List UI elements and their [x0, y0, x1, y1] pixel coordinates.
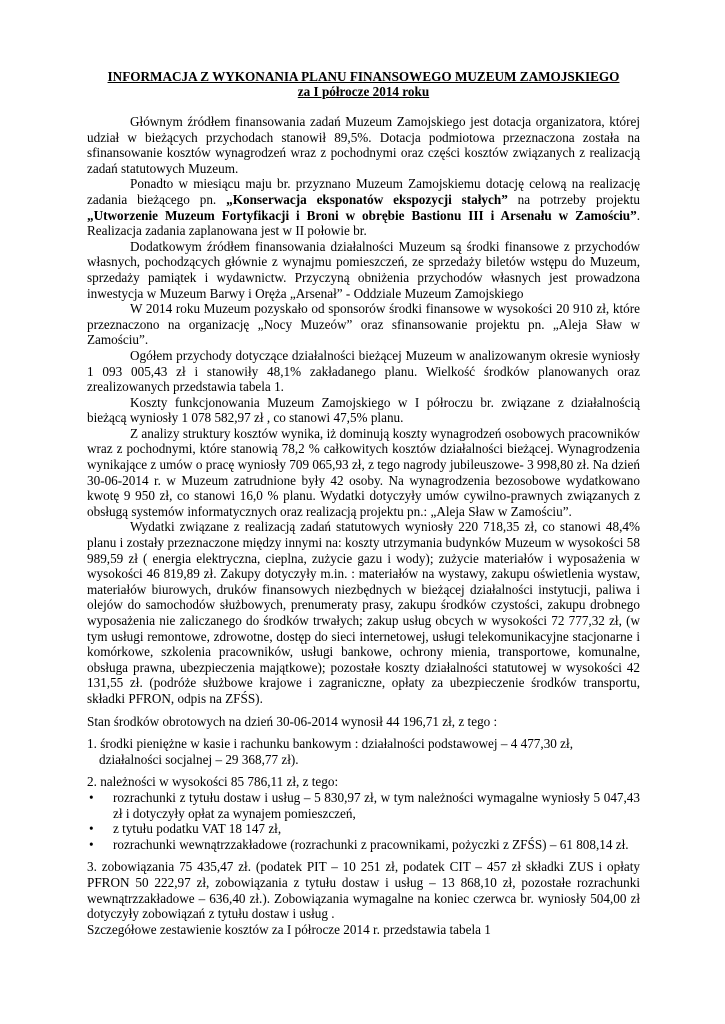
- grant-text-e: . Realizacja zadania zaplanowana jest w II połowie br.: [87, 207, 640, 239]
- document-title: [87, 70, 640, 99]
- paragraph-current-assets: Stan środków obrotowych na dzień 30-06-2014 wynosił 44 196,71 zł, z tego :: [87, 713, 498, 729]
- bullet-internal-settlements: [87, 837, 640, 853]
- paragraph-total-revenue: Ogółem przychody dotyczące działalności bieżącej Muzeum w analizowanym okresie wyniosły 1 093 005,43 zł i stanowiły 48,1% zakładanego planu. Wielkość środków planowanych oraz zrealizowanych przedstawia tabela 1.: [87, 347, 640, 395]
- paragraph-statutory-expenses: Wydatki związane z realizacją zadań statutowych wyniosły 220 718,35 zł, co stanowi 48,4% planu i zostały przeznaczone między innymi na: koszty utrzymania budynków Muzeum w wysokości 58 989,59 zł ( energia elektryczna, cieplna, zużycie gazu i wody); zużycie materiałów i wyposażenia w wysokości 46 819,89 zł. Zakupy dotyczyły m.in. : materiałów na wystawy, zakupu oświetlenia wystaw, materiałów biurowych, druków finansowych niezbędnych w bieżącej działalności instytucji, paliwa i olejów do samochodów służbowych, prenumeraty prasy, zakupu środków czystości, zakupu drobnego wyposażenia nie zaliczanego do środków trwałych; zakup usług obcych w wysokości 72 777,32 zł, (w tym usługi remontowe, zdrowotne, dostęp do sieci internetowej, usługi telekomunikacyjne stacjonarne i komórkowe, szkolenia pracowników, usługi bankowe, ochrony mienia, transportowe, komunalne, obsługa prawna, ubezpieczenia majątkowe); pozostałe koszty działalności statutowej w wysokości 42 131,55 zł. (podróże służbowe krajowe i zagraniczne, opłaty za ubezpieczenie środków transportu, składki PFRON, odpis na ZFŚS).: [87, 519, 640, 706]
- bullet-trade-receivables: [87, 790, 640, 821]
- paragraph-operating-costs: Koszty funkcjonowania Muzeum Zamojskiego w I półroczu br. związane z działalnością bieżącą wyniosły 1 078 582,97 zł , co stanowi 47,5% planu.: [87, 394, 640, 426]
- bullet-icon: •: [89, 789, 94, 805]
- grant-project-name: „Utworzenie Muzeum Fortyfikacji i Broni w obrębie Bastionu III i Arsenału w Zamościu”: [87, 207, 637, 223]
- bullet-icon: •: [89, 836, 94, 852]
- grant-text-c: na potrzeby projektu: [507, 191, 640, 207]
- item-receivables: 2. należności w wysokości 85 786,11 zł, z tego:: [87, 774, 339, 790]
- item-liabilities: 3. zobowiązania 75 435,47 zł. (podatek PIT – 10 251 zł, podatek CIT – 457 zł składki ZUS i opłaty PFRON 50 222,97 zł, zobowiązania z tytułu dostaw i usług – 13 868,10 zł, pozostałe rozrachunki wewnątrzzakładowe – 636,40 zł.). Zobowiązania wymagalne na koniec czerwca br. wyniosły 504,00 zł dotyczyły zobowiązań z tytułu dostaw i usług .: [87, 859, 640, 922]
- paragraph-funding: Głównym źródłem finansowania zadań Muzeum Zamojskiego jest dotacja organizatora, której udział w bieżących przychodach stanowił 89,5%. Dotacja podmiotowa przeznaczona została na sfinansowanie kosztów wynagrodzeń wraz z pochodnymi oraz części kosztów związanych z realizacją zadań statutowych Muzeum.: [87, 114, 640, 176]
- title-line-1: INFORMACJA Z WYKONANIA PLANU FINANSOWEGO MUZEUM ZAMOJSKIEGO: [107, 69, 620, 84]
- paragraph-sponsors: W 2014 roku Muzeum pozyskało od sponsorów środki finansowe w wysokości 20 910 zł, które przeznaczono na organizację „Nocy Muzeów” oraz sfinansowanie projektu pn. „Aleja Sław w Zamościu”.: [87, 301, 640, 348]
- paragraph-cost-structure: Z analizy struktury kosztów wynika, iż dominują koszty wynagrodzeń osobowych pracowników wraz z pochodnymi, które stanowią 78,2 % całkowitych kosztów działalności bieżącej. Wynagrodzenia wynikające z umów o pracę wyniosły 709 065,93 zł, z tego nagrody jubileuszowe- 3 998,80 zł. Na dzień 30-06-2014 r. w Muzeum zatrudnione były 42 osoby. Na wynagrodzenia bezosobowe wydatkowano kwotę 9 950 zł, co stanowi 16,0 % planu. Wydatki dotyczyły umów cywilno-prawnych związanych z obsługą systemów informatycznych oraz realizacją projektu pn.: „Aleja Sław w Zamościu”.: [87, 425, 640, 519]
- bullet-text: rozrachunki z tytułu dostaw i usług – 5 830,97 zł, w tym należności wymagalne wyniosły 5 047,43 zł i dotyczyły opłat za wynajem pomieszczeń,: [113, 789, 640, 821]
- item-cash-line-1: 1. środki pieniężne w kasie i rachunku bankowym : działalności podstawowej – 4 477,30 zł,: [87, 736, 573, 752]
- bullet-vat: [87, 821, 640, 837]
- bullet-text: rozrachunki wewnątrzzakładowe (rozrachunki z pracownikami, pożyczki z ZFŚS) – 61 808,14 zł.: [113, 836, 629, 852]
- paragraph-closing: Szczegółowe zestawienie kosztów za I półrocze 2014 r. przedstawia tabela 1: [87, 921, 491, 937]
- grant-text-a: Ponadto w miesiącu maju br. przyznano Muzeum Zamojskiemu dotację celową na realizację zadania bieżącego pn.: [87, 176, 640, 207]
- paragraph-own-revenue: Dodatkowym źródłem finansowania działalności Muzeum są środki finansowe z przychodów własnych, pochodzących głównie z wynajmu pomieszczeń, ze sprzedaży biletów wstępu do Muzeum, sprzedaży pamiątek i wydawnictw. Przyczyną obniżenia przychodów własnych jest prowadzona inwestycja w Muzeum Barwy i Oręża „Arsenał” - Oddziale Muzeum Zamojskiego: [87, 238, 640, 301]
- document-body: [87, 114, 640, 937]
- grant-task-name: „Konserwacja eksponatów ekspozycji stałych”: [226, 191, 508, 207]
- title-line-2: za I półrocze 2014 roku: [297, 83, 430, 99]
- bullet-text: z tytułu podatku VAT 18 147 zł,: [113, 821, 282, 837]
- item-cash-line-2: działalności socjalnej – 29 368,77 zł).: [99, 751, 299, 767]
- item-cash: [87, 736, 640, 767]
- paragraph-targeted-grant: [87, 176, 640, 238]
- bullet-icon: •: [89, 821, 94, 837]
